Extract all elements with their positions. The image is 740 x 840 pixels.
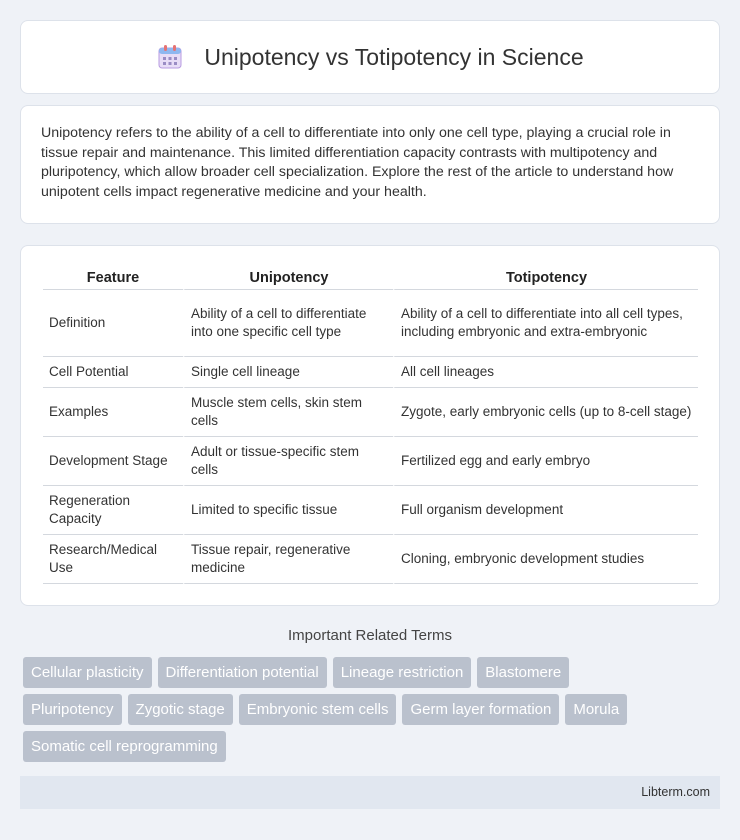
page-title: Unipotency vs Totipotency in Science xyxy=(204,43,584,70)
table-cell: Fertilized egg and early embryo xyxy=(393,437,698,486)
table-cell: Development Stage xyxy=(43,437,183,486)
table-row xyxy=(43,388,698,437)
table-row xyxy=(43,437,698,486)
table-header-cell: Feature xyxy=(43,266,183,290)
tag-lineage-restriction[interactable]: Lineage restriction xyxy=(333,657,472,688)
tag-blastomere[interactable]: Blastomere xyxy=(477,657,569,688)
tag-cellular-plasticity[interactable]: Cellular plasticity xyxy=(23,657,152,688)
tag-embryonic-stem-cells[interactable]: Embryonic stem cells xyxy=(239,694,397,725)
table-header-cell: Totipotency xyxy=(393,266,698,290)
related-terms-title: Important Related Terms xyxy=(288,627,452,644)
table-cell: Ability of a cell to differentiate into all cell types, including embryonic and extra-embryonic xyxy=(393,290,698,357)
table-cell: All cell lineages xyxy=(393,357,698,388)
tag-morula[interactable]: Morula xyxy=(565,694,627,725)
table-cell: Ability of a cell to differentiate into one specific cell type xyxy=(183,290,393,357)
table-row xyxy=(43,486,698,535)
calendar-icon xyxy=(156,43,184,71)
table-cell: Muscle stem cells, skin stem cells xyxy=(183,388,393,437)
footer-site-link[interactable]: Libterm.com xyxy=(641,785,710,799)
table-cell: Full organism development xyxy=(393,486,698,535)
comparison-table xyxy=(43,266,698,584)
tag-differentiation-potential[interactable]: Differentiation potential xyxy=(158,657,327,688)
footer xyxy=(20,776,720,809)
table-cell: Definition xyxy=(43,290,183,357)
related-terms-list xyxy=(23,657,723,768)
intro-paragraph: Unipotency refers to the ability of a cell to differentiate into only one cell type, playing a crucial role in tissue repair and maintenance. This limited differentiation capacity contrasts with multipotency and pluripotency, which allow broader cell specialization. Explore the rest of the article to understand how unipotent cells impact regenerative medicine and your health. xyxy=(41,125,674,200)
table-cell: Single cell lineage xyxy=(183,357,393,388)
table-cell: Adult or tissue-specific stem cells xyxy=(183,437,393,486)
table-row xyxy=(43,290,698,357)
tag-zygotic-stage[interactable]: Zygotic stage xyxy=(128,694,233,725)
table-cell: Regeneration Capacity xyxy=(43,486,183,535)
table-cell: Tissue repair, regenerative medicine xyxy=(183,535,393,584)
table-row xyxy=(43,535,698,584)
table-cell: Zygote, early embryonic cells (up to 8-cell stage) xyxy=(393,388,698,437)
tag-germ-layer-formation[interactable]: Germ layer formation xyxy=(402,694,559,725)
table-cell: Cloning, embryonic development studies xyxy=(393,535,698,584)
table-cell: Cell Potential xyxy=(43,357,183,388)
table-cell: Limited to specific tissue xyxy=(183,486,393,535)
table-cell: Research/Medical Use xyxy=(43,535,183,584)
table-header-row xyxy=(43,266,698,290)
header-card xyxy=(20,20,720,94)
table-header-cell: Unipotency xyxy=(183,266,393,290)
tag-somatic-cell-reprogramming[interactable]: Somatic cell reprogramming xyxy=(23,731,226,762)
table-cell: Examples xyxy=(43,388,183,437)
tag-pluripotency[interactable]: Pluripotency xyxy=(23,694,122,725)
intro-card xyxy=(20,105,720,224)
comparison-table-card xyxy=(20,245,720,606)
table-row xyxy=(43,357,698,388)
